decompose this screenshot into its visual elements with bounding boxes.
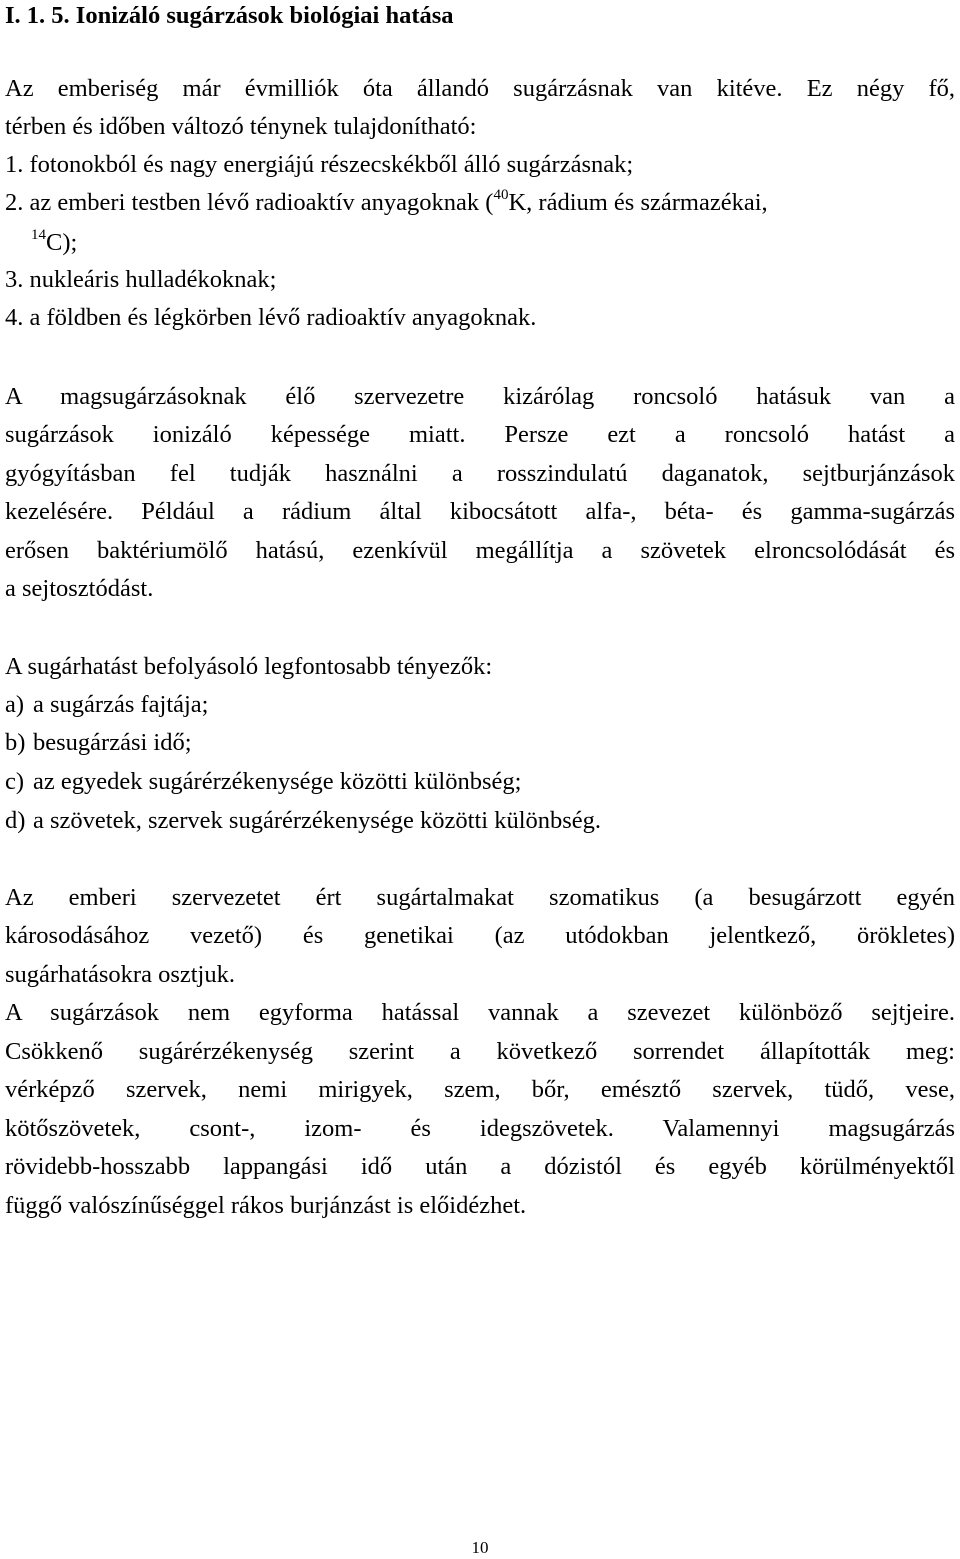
para2-line-4: kezelésére. Például a rádium által kibocsátott alfa-, béta- és gamma-sugárzás bbox=[5, 498, 955, 525]
intro-line-1: Az emberiség már évmilliók óta állandó sugárzásnak van kitéve. Ez négy fő, bbox=[5, 75, 955, 102]
section-number: I. 1. 5. bbox=[5, 2, 70, 29]
source-item-2-continuation: $^{14}$C); bbox=[31, 227, 78, 256]
source-item-4: 4. a földben és légkörben lévő radioaktív anyagoknak. bbox=[5, 304, 537, 331]
factor-item-a: a) a sugárzás fajtája; bbox=[5, 691, 209, 718]
factor-item-b: b) besugárzási idő; bbox=[5, 729, 192, 756]
para3-line-8: rövidebb-hosszabb lappangási idő után a dózistól és egyéb körülményektől bbox=[5, 1153, 955, 1180]
section-title: Ionizáló sugárzások biológiai hatása bbox=[75, 2, 454, 29]
factor-item-c: c) az egyedek sugárérzékenysége közötti különbség; bbox=[5, 768, 522, 795]
factor-item-d: d) a szövetek, szervek sugárérzékenysége közötti különbség. bbox=[5, 807, 602, 834]
para2-line-3: gyógyításban fel tudják használni a rosszindulatú daganatok, sejtburjánzások bbox=[5, 460, 955, 487]
para3-line-1: Az emberi szervezetet ért sugártalmakat szomatikus (a besugárzott egyén bbox=[5, 884, 955, 911]
factors-title: A sugárhatást befolyásoló legfontosabb tényezők: bbox=[5, 653, 493, 680]
isotope-mass-40: 40 bbox=[493, 187, 509, 203]
para2-line-1: A magsugárzásoknak élő szervezetre kizárólag roncsoló hatásuk van a bbox=[5, 383, 955, 410]
source-item-2: 2. az emberi testben lévő radioaktív anyagoknak ($^{40}$K, rádium és származékai, bbox=[5, 187, 768, 216]
para3-line-5: Csökkenő sugárérzékenység szerint a következő sorrendet állapították meg: bbox=[5, 1038, 955, 1065]
para2-line-5: erősen baktériumölő hatású, ezenkívül megállítja a szövetek elroncsolódását és bbox=[5, 537, 955, 564]
source-item-1: 1. fotonokból és nagy energiájú részecskékből álló sugárzásnak; bbox=[5, 151, 634, 178]
para3-line-2: károsodásához vezető) és genetikai (az utódokban jelentkező, örökletes) bbox=[5, 922, 955, 949]
para3-line-4: A sugárzások nem egyforma hatással vannak a szevezet különböző sejtjeire. bbox=[5, 999, 955, 1026]
para3-line-9: függő valószínűséggel rákos burjánzást is előidézhet. bbox=[5, 1192, 527, 1219]
para3-line-7: kötőszövetek, csont-, izom- és idegszövetek. Valamennyi magsugárzás bbox=[5, 1115, 955, 1142]
para2-line-2: sugárzások ionizáló képessége miatt. Persze ezt a roncsoló hatást a bbox=[5, 421, 955, 448]
page-number: 10 bbox=[471, 1538, 489, 1557]
intro-line-2: térben és időben változó ténynek tulajdonítható: bbox=[5, 113, 477, 140]
para3-line-3: sugárhatásokra osztjuk. bbox=[5, 961, 235, 988]
para3-line-6: vérképző szervek, nemi mirigyek, szem, bőr, emésztő szervek, tüdő, vese, bbox=[5, 1076, 955, 1103]
section-heading bbox=[5, 0, 454, 32]
source-item-3: 3. nukleáris hulladékoknak; bbox=[5, 266, 277, 293]
para2-line-6: a sejtosztódást. bbox=[5, 575, 154, 602]
isotope-mass-14: 14 bbox=[31, 227, 46, 243]
